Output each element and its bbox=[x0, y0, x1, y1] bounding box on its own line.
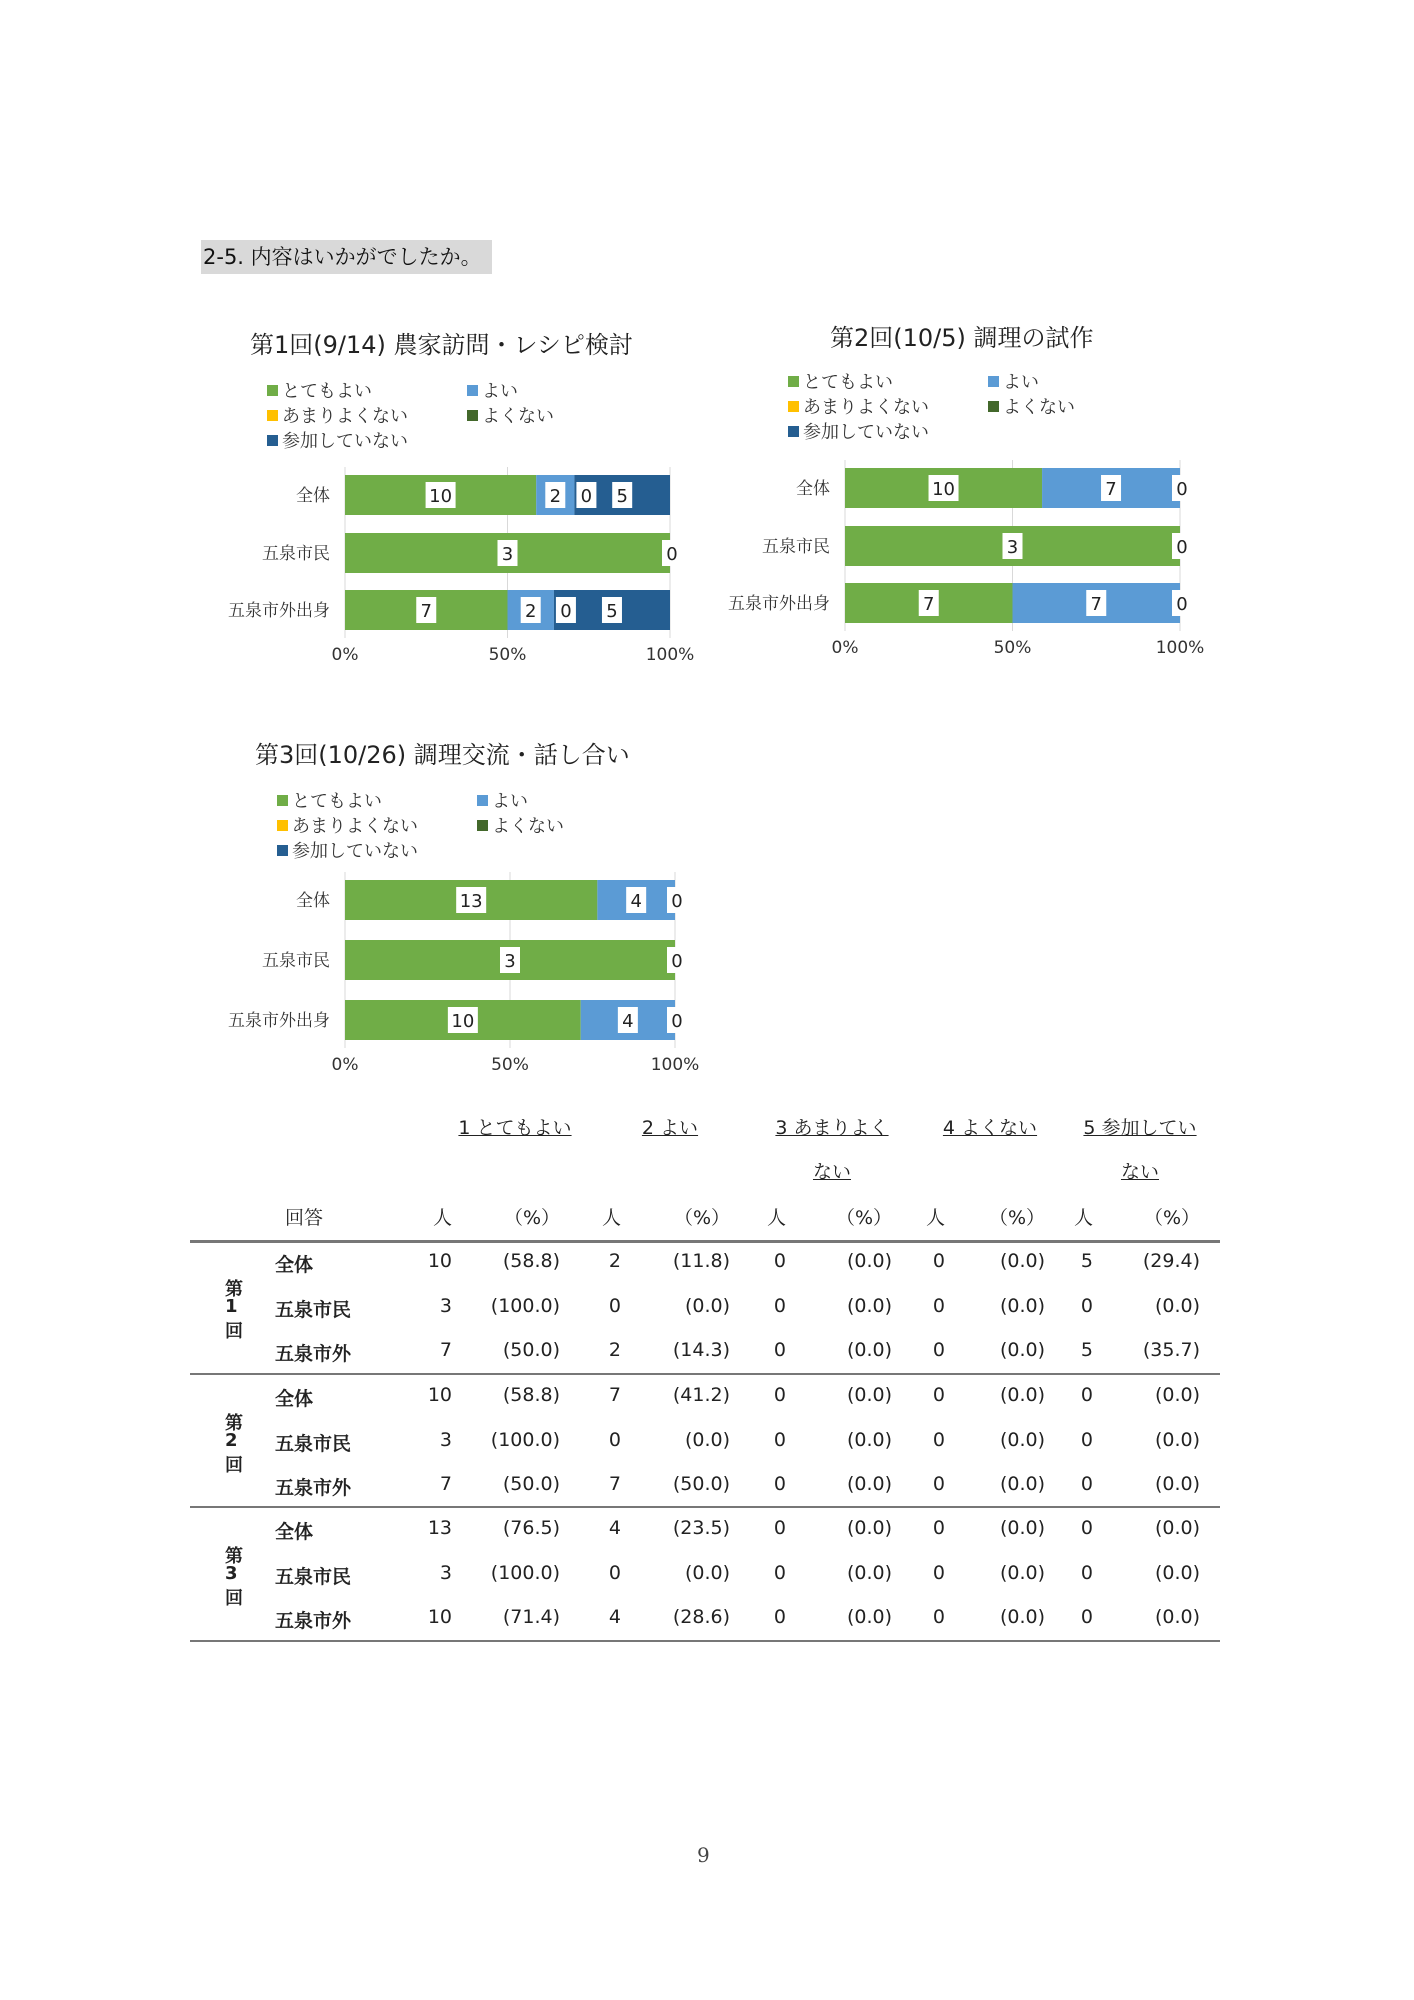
row-label: 五泉市外 bbox=[275, 1477, 352, 1499]
legend-label: とてもよい bbox=[282, 381, 372, 402]
table-cell: (41.2) bbox=[672, 1384, 730, 1406]
table-cell: 3 bbox=[439, 1429, 452, 1451]
data-label: 0 bbox=[1176, 537, 1188, 558]
unit-person: 人 bbox=[432, 1207, 452, 1229]
chart-title: 第2回(10/5) 調理の試作 bbox=[830, 324, 1094, 352]
unit-percent: （%） bbox=[503, 1207, 560, 1229]
table-cell: (0.0) bbox=[846, 1517, 892, 1539]
table-cell: 0 bbox=[773, 1339, 786, 1361]
x-tick-label: 0% bbox=[331, 1055, 359, 1075]
page-number: 9 bbox=[697, 1843, 710, 1867]
table-cell: 0 bbox=[773, 1517, 786, 1539]
table-cell: 4 bbox=[608, 1517, 621, 1539]
table-cell: (0.0) bbox=[684, 1429, 730, 1451]
table-cell: (0.0) bbox=[1154, 1562, 1200, 1584]
table-cell: (100.0) bbox=[490, 1562, 560, 1584]
legend-label: あまりよくない bbox=[803, 397, 929, 418]
data-label: 0 bbox=[671, 1011, 683, 1032]
row-label: 五泉市外 bbox=[275, 1343, 352, 1365]
table-rule bbox=[190, 1640, 1220, 1642]
table-cell: (58.8) bbox=[502, 1250, 560, 1272]
table-rule bbox=[190, 1506, 1220, 1508]
table-cell: 0 bbox=[773, 1606, 786, 1628]
legend-label: とてもよい bbox=[803, 372, 893, 393]
x-tick-label: 0% bbox=[331, 645, 359, 665]
table-cell: 0 bbox=[1080, 1429, 1093, 1451]
data-label: 0 bbox=[666, 544, 678, 565]
column-header: 5 参加してい bbox=[1083, 1117, 1197, 1139]
data-label: 7 bbox=[923, 594, 935, 615]
table-cell: (0.0) bbox=[846, 1473, 892, 1495]
table-cell: 0 bbox=[773, 1295, 786, 1317]
table-cell: (0.0) bbox=[846, 1384, 892, 1406]
table-cell: (58.8) bbox=[502, 1384, 560, 1406]
chart-title: 第3回(10/26) 調理交流・話し合い bbox=[255, 741, 630, 769]
table-cell: 0 bbox=[773, 1250, 786, 1272]
legend-label: あまりよくない bbox=[282, 406, 408, 427]
table-cell: 7 bbox=[439, 1339, 452, 1361]
data-label: 3 bbox=[1006, 537, 1019, 558]
table-cell: (0.0) bbox=[999, 1384, 1045, 1406]
column-header-cont: ない bbox=[812, 1161, 851, 1183]
data-label: 7 bbox=[420, 601, 432, 622]
chart-session-1 bbox=[205, 315, 725, 685]
data-label: 0 bbox=[560, 601, 572, 622]
data-label: 3 bbox=[501, 544, 514, 565]
row-label: 五泉市民 bbox=[275, 1299, 352, 1321]
table-cell: (0.0) bbox=[1154, 1429, 1200, 1451]
data-label: 13 bbox=[459, 891, 483, 912]
category-label: 五泉市民 bbox=[262, 544, 330, 564]
table-cell: 0 bbox=[608, 1295, 621, 1317]
table-cell: (71.4) bbox=[502, 1606, 560, 1628]
data-label: 0 bbox=[671, 951, 683, 972]
table-cell: 0 bbox=[932, 1562, 945, 1584]
row-label: 五泉市民 bbox=[275, 1566, 352, 1588]
table-cell: 5 bbox=[1080, 1250, 1093, 1272]
table-cell: (0.0) bbox=[1154, 1606, 1200, 1628]
chart-plot bbox=[705, 308, 1225, 678]
legend-label: 参加していない bbox=[292, 841, 418, 862]
table-cell: (0.0) bbox=[999, 1295, 1045, 1317]
legend-label: あまりよくない bbox=[292, 816, 418, 837]
table-cell: 0 bbox=[773, 1429, 786, 1451]
table-cell: 7 bbox=[608, 1473, 621, 1495]
table-cell: 0 bbox=[932, 1517, 945, 1539]
table-cell: (100.0) bbox=[490, 1429, 560, 1451]
chart-session-3 bbox=[205, 725, 725, 1095]
table-cell: (0.0) bbox=[999, 1339, 1045, 1361]
legend-label: よくない bbox=[482, 406, 554, 427]
table-cell: 0 bbox=[932, 1295, 945, 1317]
table-cell: 2 bbox=[608, 1250, 621, 1272]
group-label: 回 bbox=[225, 1588, 243, 1609]
category-label: 五泉市外出身 bbox=[228, 1011, 330, 1031]
chart-plot bbox=[205, 725, 725, 1095]
table-cell: (0.0) bbox=[999, 1517, 1045, 1539]
chart-title: 第1回(9/14) 農家訪問・レシピ検討 bbox=[250, 331, 633, 359]
table-cell: (0.0) bbox=[1154, 1517, 1200, 1539]
table-cell: (0.0) bbox=[999, 1606, 1045, 1628]
group-label: 第 bbox=[225, 1279, 243, 1300]
table-cell: 0 bbox=[773, 1384, 786, 1406]
category-label: 全体 bbox=[796, 479, 830, 499]
x-tick-label: 50% bbox=[491, 1055, 529, 1075]
table-cell: (28.6) bbox=[672, 1606, 730, 1628]
group-label: 第 bbox=[225, 1546, 243, 1567]
category-label: 五泉市外出身 bbox=[728, 594, 830, 614]
unit-person: 人 bbox=[766, 1207, 786, 1229]
table-cell: 0 bbox=[932, 1339, 945, 1361]
x-tick-label: 0% bbox=[831, 638, 859, 658]
table-cell: (50.0) bbox=[502, 1339, 560, 1361]
table-cell: 0 bbox=[932, 1429, 945, 1451]
table-cell: 7 bbox=[608, 1384, 621, 1406]
x-tick-label: 50% bbox=[993, 638, 1032, 658]
row-label: 全体 bbox=[275, 1254, 314, 1276]
data-label: 2 bbox=[524, 601, 537, 622]
x-tick-label: 100% bbox=[645, 645, 695, 665]
data-label: 0 bbox=[671, 891, 683, 912]
data-label: 4 bbox=[630, 891, 642, 912]
legend-label: よくない bbox=[1003, 397, 1075, 418]
column-header: 1 とてもよい bbox=[458, 1117, 572, 1139]
table-cell: (11.8) bbox=[672, 1250, 730, 1272]
table-cell: (50.0) bbox=[502, 1473, 560, 1495]
legend-label: よい bbox=[492, 791, 528, 812]
table-cell: (0.0) bbox=[846, 1339, 892, 1361]
answer-header: 回答 bbox=[285, 1207, 324, 1229]
data-label: 2 bbox=[549, 486, 562, 507]
data-label: 5 bbox=[606, 601, 618, 622]
table-cell: 0 bbox=[932, 1473, 945, 1495]
unit-person: 人 bbox=[925, 1207, 945, 1229]
table-cell: (0.0) bbox=[1154, 1384, 1200, 1406]
table-cell: 0 bbox=[932, 1384, 945, 1406]
group-label: 3 bbox=[225, 1563, 238, 1584]
data-label: 4 bbox=[622, 1011, 634, 1032]
table-cell: 0 bbox=[932, 1250, 945, 1272]
table-cell: (0.0) bbox=[1154, 1295, 1200, 1317]
table-cell: (0.0) bbox=[846, 1606, 892, 1628]
table-cell: 3 bbox=[439, 1562, 452, 1584]
table-cell: 0 bbox=[1080, 1562, 1093, 1584]
table-cell: 0 bbox=[608, 1429, 621, 1451]
group-label: 回 bbox=[225, 1455, 243, 1476]
unit-percent: （%） bbox=[835, 1207, 892, 1229]
table-cell: (0.0) bbox=[1154, 1473, 1200, 1495]
legend-label: 参加していない bbox=[282, 431, 408, 452]
table-cell: (29.4) bbox=[1142, 1250, 1200, 1272]
legend-label: よい bbox=[1003, 372, 1039, 393]
table-cell: 13 bbox=[427, 1517, 452, 1539]
table-cell: (0.0) bbox=[846, 1429, 892, 1451]
group-label: 第 bbox=[225, 1413, 243, 1434]
table-cell: (100.0) bbox=[490, 1295, 560, 1317]
table-cell: 2 bbox=[608, 1339, 621, 1361]
legend-label: とてもよい bbox=[292, 791, 382, 812]
table-cell: 0 bbox=[608, 1562, 621, 1584]
table-cell: 0 bbox=[1080, 1517, 1093, 1539]
x-tick-label: 100% bbox=[1155, 638, 1205, 658]
category-label: 五泉市民 bbox=[262, 951, 330, 971]
chart-session-2 bbox=[705, 308, 1225, 678]
table-cell: (14.3) bbox=[672, 1339, 730, 1361]
x-tick-label: 50% bbox=[488, 645, 527, 665]
data-label: 0 bbox=[1176, 479, 1188, 500]
group-label: 2 bbox=[225, 1430, 238, 1451]
table-cell: (0.0) bbox=[999, 1250, 1045, 1272]
table-cell: 5 bbox=[1080, 1339, 1093, 1361]
category-label: 五泉市民 bbox=[762, 537, 830, 557]
category-label: 全体 bbox=[296, 486, 330, 506]
unit-percent: （%） bbox=[988, 1207, 1045, 1229]
table-cell: (0.0) bbox=[846, 1562, 892, 1584]
legend-label: よい bbox=[482, 381, 518, 402]
table-cell: 0 bbox=[932, 1606, 945, 1628]
row-label: 五泉市民 bbox=[275, 1433, 352, 1455]
column-header: 2 よい bbox=[641, 1117, 699, 1139]
data-label: 3 bbox=[504, 951, 516, 972]
table-cell: 0 bbox=[1080, 1384, 1093, 1406]
row-label: 全体 bbox=[275, 1521, 314, 1543]
unit-percent: （%） bbox=[1143, 1207, 1200, 1229]
section-title: 2-5. 内容はいかがでしたか。 bbox=[201, 240, 492, 274]
table-cell: (0.0) bbox=[846, 1295, 892, 1317]
table-cell: 0 bbox=[1080, 1295, 1093, 1317]
table-rule bbox=[190, 1240, 1220, 1243]
legend-label: 参加していない bbox=[803, 422, 929, 443]
table-cell: (50.0) bbox=[672, 1473, 730, 1495]
data-label: 10 bbox=[932, 479, 955, 500]
table-cell: (35.7) bbox=[1142, 1339, 1200, 1361]
table-cell: 7 bbox=[439, 1473, 452, 1495]
category-label: 五泉市外出身 bbox=[228, 601, 330, 621]
table-cell: 0 bbox=[1080, 1606, 1093, 1628]
row-label: 全体 bbox=[275, 1388, 314, 1410]
table-cell: (0.0) bbox=[684, 1562, 730, 1584]
unit-person: 人 bbox=[601, 1207, 621, 1229]
table-cell: (0.0) bbox=[999, 1429, 1045, 1451]
table-cell: (76.5) bbox=[502, 1517, 560, 1539]
chart-plot bbox=[205, 315, 725, 685]
column-header-cont: ない bbox=[1120, 1161, 1159, 1183]
table-cell: (0.0) bbox=[846, 1250, 892, 1272]
table-rule bbox=[190, 1373, 1220, 1375]
table-cell: 0 bbox=[773, 1562, 786, 1584]
table-cell: 0 bbox=[1080, 1473, 1093, 1495]
table-cell: (0.0) bbox=[684, 1295, 730, 1317]
column-header: 4 よくない bbox=[942, 1117, 1038, 1139]
table-cell: 10 bbox=[427, 1384, 452, 1406]
group-label: 回 bbox=[225, 1321, 243, 1342]
table-cell: 4 bbox=[608, 1606, 621, 1628]
unit-person: 人 bbox=[1073, 1207, 1093, 1229]
data-label: 10 bbox=[429, 486, 453, 507]
group-label: 1 bbox=[225, 1296, 238, 1317]
data-label: 10 bbox=[451, 1011, 475, 1032]
category-label: 全体 bbox=[296, 891, 330, 911]
data-label: 0 bbox=[580, 486, 593, 507]
table-cell: 3 bbox=[439, 1295, 452, 1317]
data-label: 7 bbox=[1105, 479, 1117, 500]
table-cell: 0 bbox=[773, 1473, 786, 1495]
row-label: 五泉市外 bbox=[275, 1610, 352, 1632]
data-label: 5 bbox=[616, 486, 628, 507]
data-label: 7 bbox=[1090, 594, 1102, 615]
legend-label: よくない bbox=[492, 816, 564, 837]
table-cell: (23.5) bbox=[672, 1517, 730, 1539]
table-cell: (0.0) bbox=[999, 1473, 1045, 1495]
column-header: 3 あまりよく bbox=[775, 1117, 889, 1139]
unit-percent: （%） bbox=[673, 1207, 730, 1229]
x-tick-label: 100% bbox=[650, 1055, 700, 1075]
data-label: 0 bbox=[1176, 594, 1188, 615]
table-cell: 10 bbox=[427, 1250, 452, 1272]
table-cell: (0.0) bbox=[999, 1562, 1045, 1584]
table-cell: 10 bbox=[427, 1606, 452, 1628]
